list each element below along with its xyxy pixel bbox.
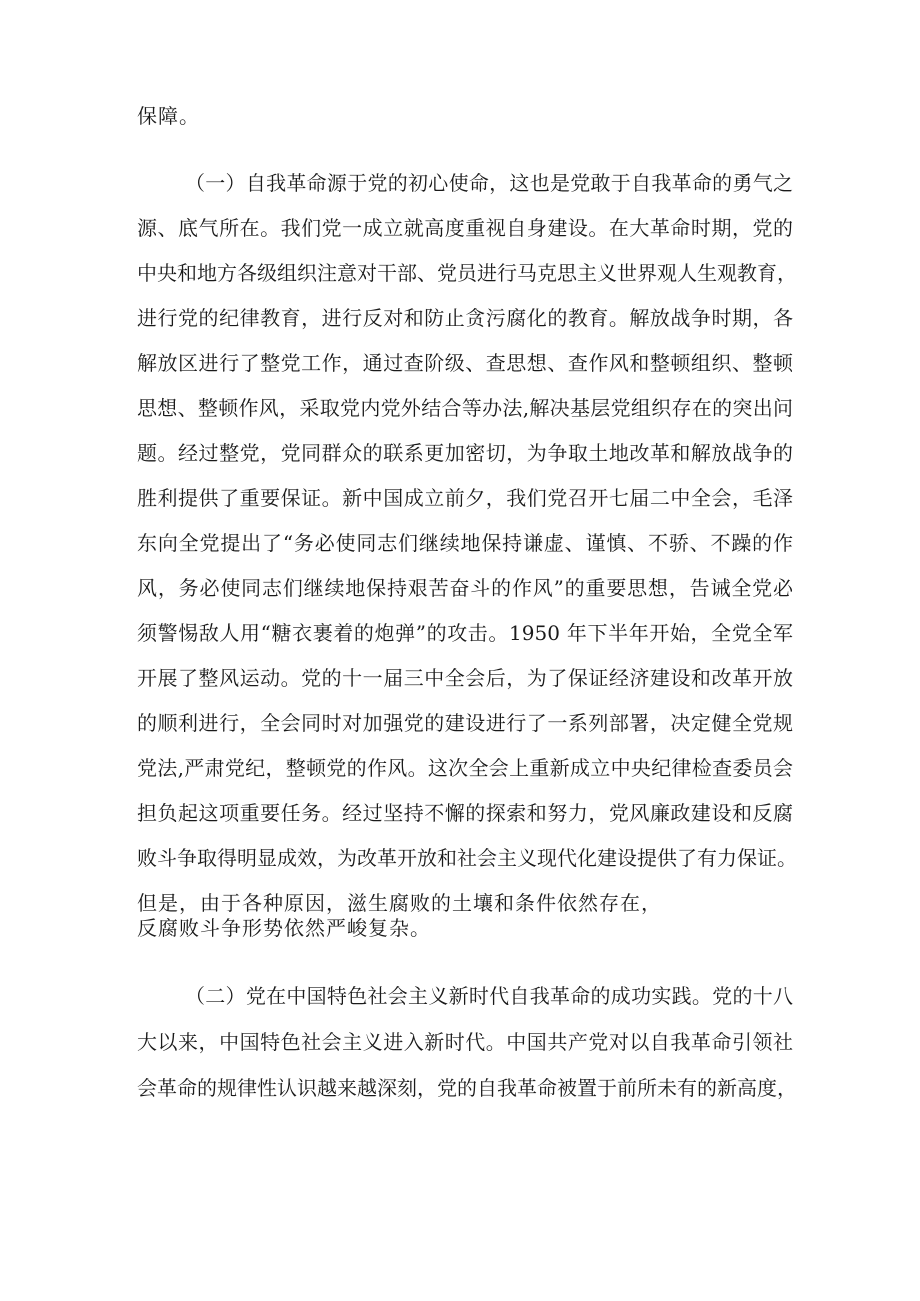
paragraph-line: （二）党在中国特色社会主义新时代自我革命的成功实践。党的十八	[185, 984, 793, 1008]
paragraph-line: 胜利提供了重要保证。新中国成立前夕，我们党召开七届二中全会，毛泽	[137, 486, 793, 510]
paragraph-line: 题。经过整党，党同群众的联系更加密切，为争取土地改革和解放战争的	[137, 441, 793, 465]
paragraph-line: 风，务必使同志们继续地保持艰苦奋斗的作风”的重要思想，告诫全党必	[137, 576, 793, 600]
paragraph-line: 会革命的规律性认识越来越深刻，党的自我革命被置于前所未有的新高度，	[137, 1076, 797, 1100]
paragraph-line: 中央和地方各级组织注意对干部、党员进行马克思主义世界观人生观教育，	[137, 261, 797, 285]
paragraph-line: 担负起这项重要任务。经过坚持不懈的探索和努力，党风廉政建设和反腐	[137, 801, 793, 825]
paragraph-line: 党法,严肃党纪，整顿党的作风。这次全会上重新成立中央纪律检查委员会	[137, 756, 793, 780]
paragraph-line: 反腐败斗争形势依然严峻复杂。	[137, 916, 431, 940]
paragraph-line: 但是，由于各种原因，滋生腐败的土壤和条件依然存在，	[137, 891, 662, 915]
paragraph-line: 东向全党提出了“务必使同志们继续地保持谦虚、谨慎、不骄、不躁的作	[137, 531, 793, 555]
paragraph-line: 解放区进行了整党工作，通过查阶级、查思想、查作风和整顿组织、整顿	[137, 351, 793, 375]
paragraph-line: （一）自我革命源于党的初心使命，这也是党敢于自我革命的勇气之	[185, 171, 793, 195]
paragraph-line: 败斗争取得明显成效，为改革开放和社会主义现代化建设提供了有力保证。	[137, 846, 797, 870]
paragraph-line: 进行党的纪律教育，进行反对和防止贪污腐化的教育。解放战争时期，各	[137, 306, 793, 330]
paragraph-line: 须警惕敌人用“糖衣裹着的炮弹”的攻击。1950 年下半年开始，全党全军	[137, 621, 793, 645]
paragraph-line: 思想、整顿作风，采取党内党外结合等办法,解决基层党组织存在的突出问	[137, 396, 793, 420]
paragraph-line: 大以来，中国特色社会主义进入新时代。中国共产党对以自我革命引领社	[137, 1030, 793, 1054]
paragraph-line: 开展了整风运动。党的十一届三中全会后，为了保证经济建设和改革开放	[137, 666, 793, 690]
paragraph-line: 源、底气所在。我们党一成立就高度重视自身建设。在大革命时期，党的	[137, 216, 793, 240]
carryover-line: 保障。	[137, 104, 200, 128]
paragraph-line: 的顺利进行，全会同时对加强党的建设进行了一系列部署，决定健全党规	[137, 711, 793, 735]
